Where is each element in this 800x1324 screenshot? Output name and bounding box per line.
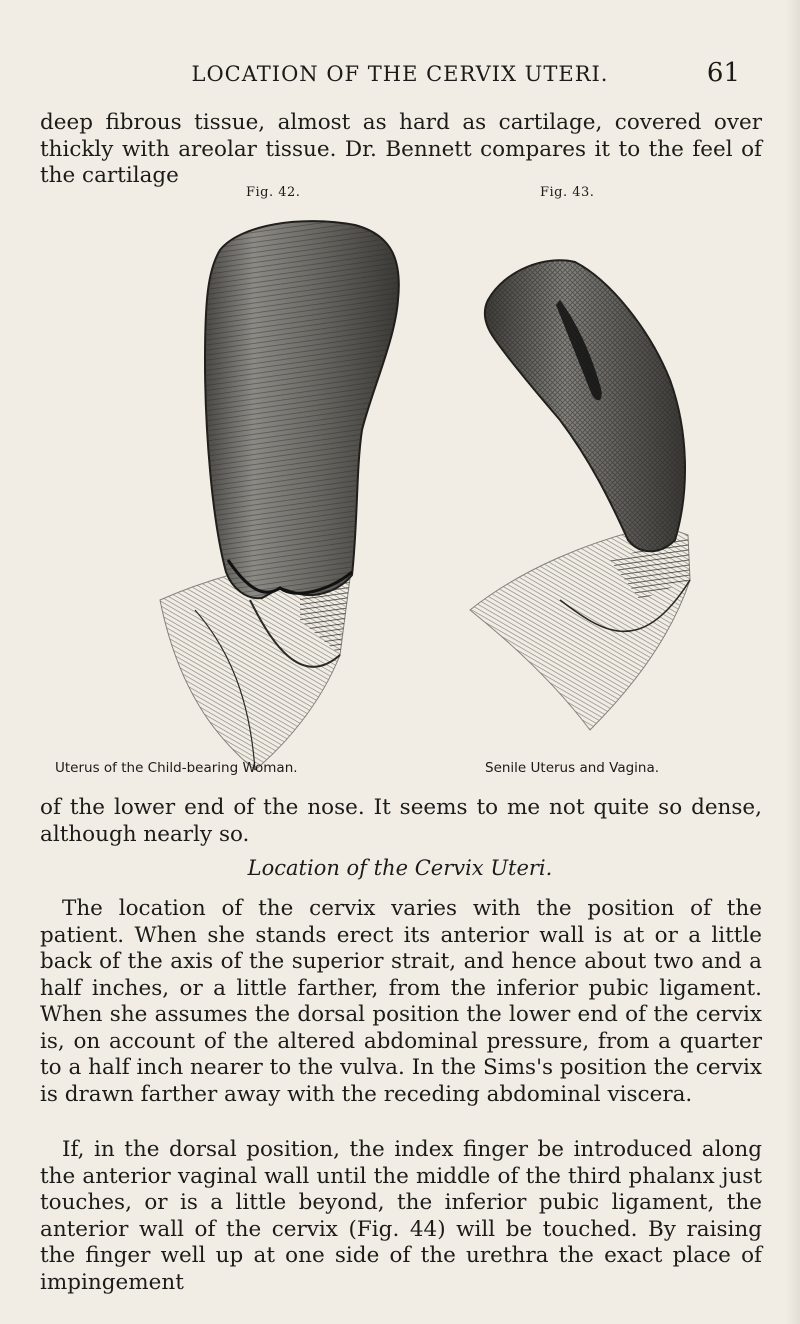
paragraph-continued: of the lower end of the nose. It seems to me not quite so dense, although nearly so.	[40, 795, 762, 847]
figure-43-label: Fig. 43.	[540, 185, 595, 200]
paragraph-dorsal-position: If, in the dorsal position, the index finger be introduced along the anterior vaginal wall until the middle of the third phalanx just touches, or is a little beyond, the inferior pubic ligament, the anterior wall of the cervix (Fig. 44) will be touched. By raising the finger well up at one side of the urethra the exact place of impingement	[40, 1137, 762, 1295]
senile-uterus-illustration	[470, 260, 690, 730]
page-number: 61	[706, 58, 740, 88]
figure-43-caption: Senile Uterus and Vagina.	[485, 760, 660, 776]
uterus-illustration	[160, 221, 399, 770]
section-heading: Location of the Cervix Uteri.	[247, 856, 553, 880]
running-title: LOCATION OF THE CERVIX UTERI.	[191, 62, 609, 86]
figure-42-label: Fig. 42.	[246, 185, 301, 200]
paragraph-top: deep fibrous tissue, almost as hard as cartilage, covered over thickly with areolar tissue. Dr. Bennett compares it to the feel of the cartilage	[40, 110, 762, 188]
figure-42-caption: Uterus of the Child-bearing Woman.	[55, 760, 298, 776]
paragraph-cervix-location: The location of the cervix varies with the position of the patient. When she stands erect its anterior wall is at or a little back of the axis of the superior strait, and hence about two and a half inches, or a little farther, from the inferior pubic ligament. When she assumes the dorsal position the lower end of the cervix is, on account of the altered abdominal pressure, from a quarter to a half inch nearer to the vulva. In the Sims's position the cervix is drawn farther away with the receding abdominal viscera.	[40, 896, 762, 1107]
